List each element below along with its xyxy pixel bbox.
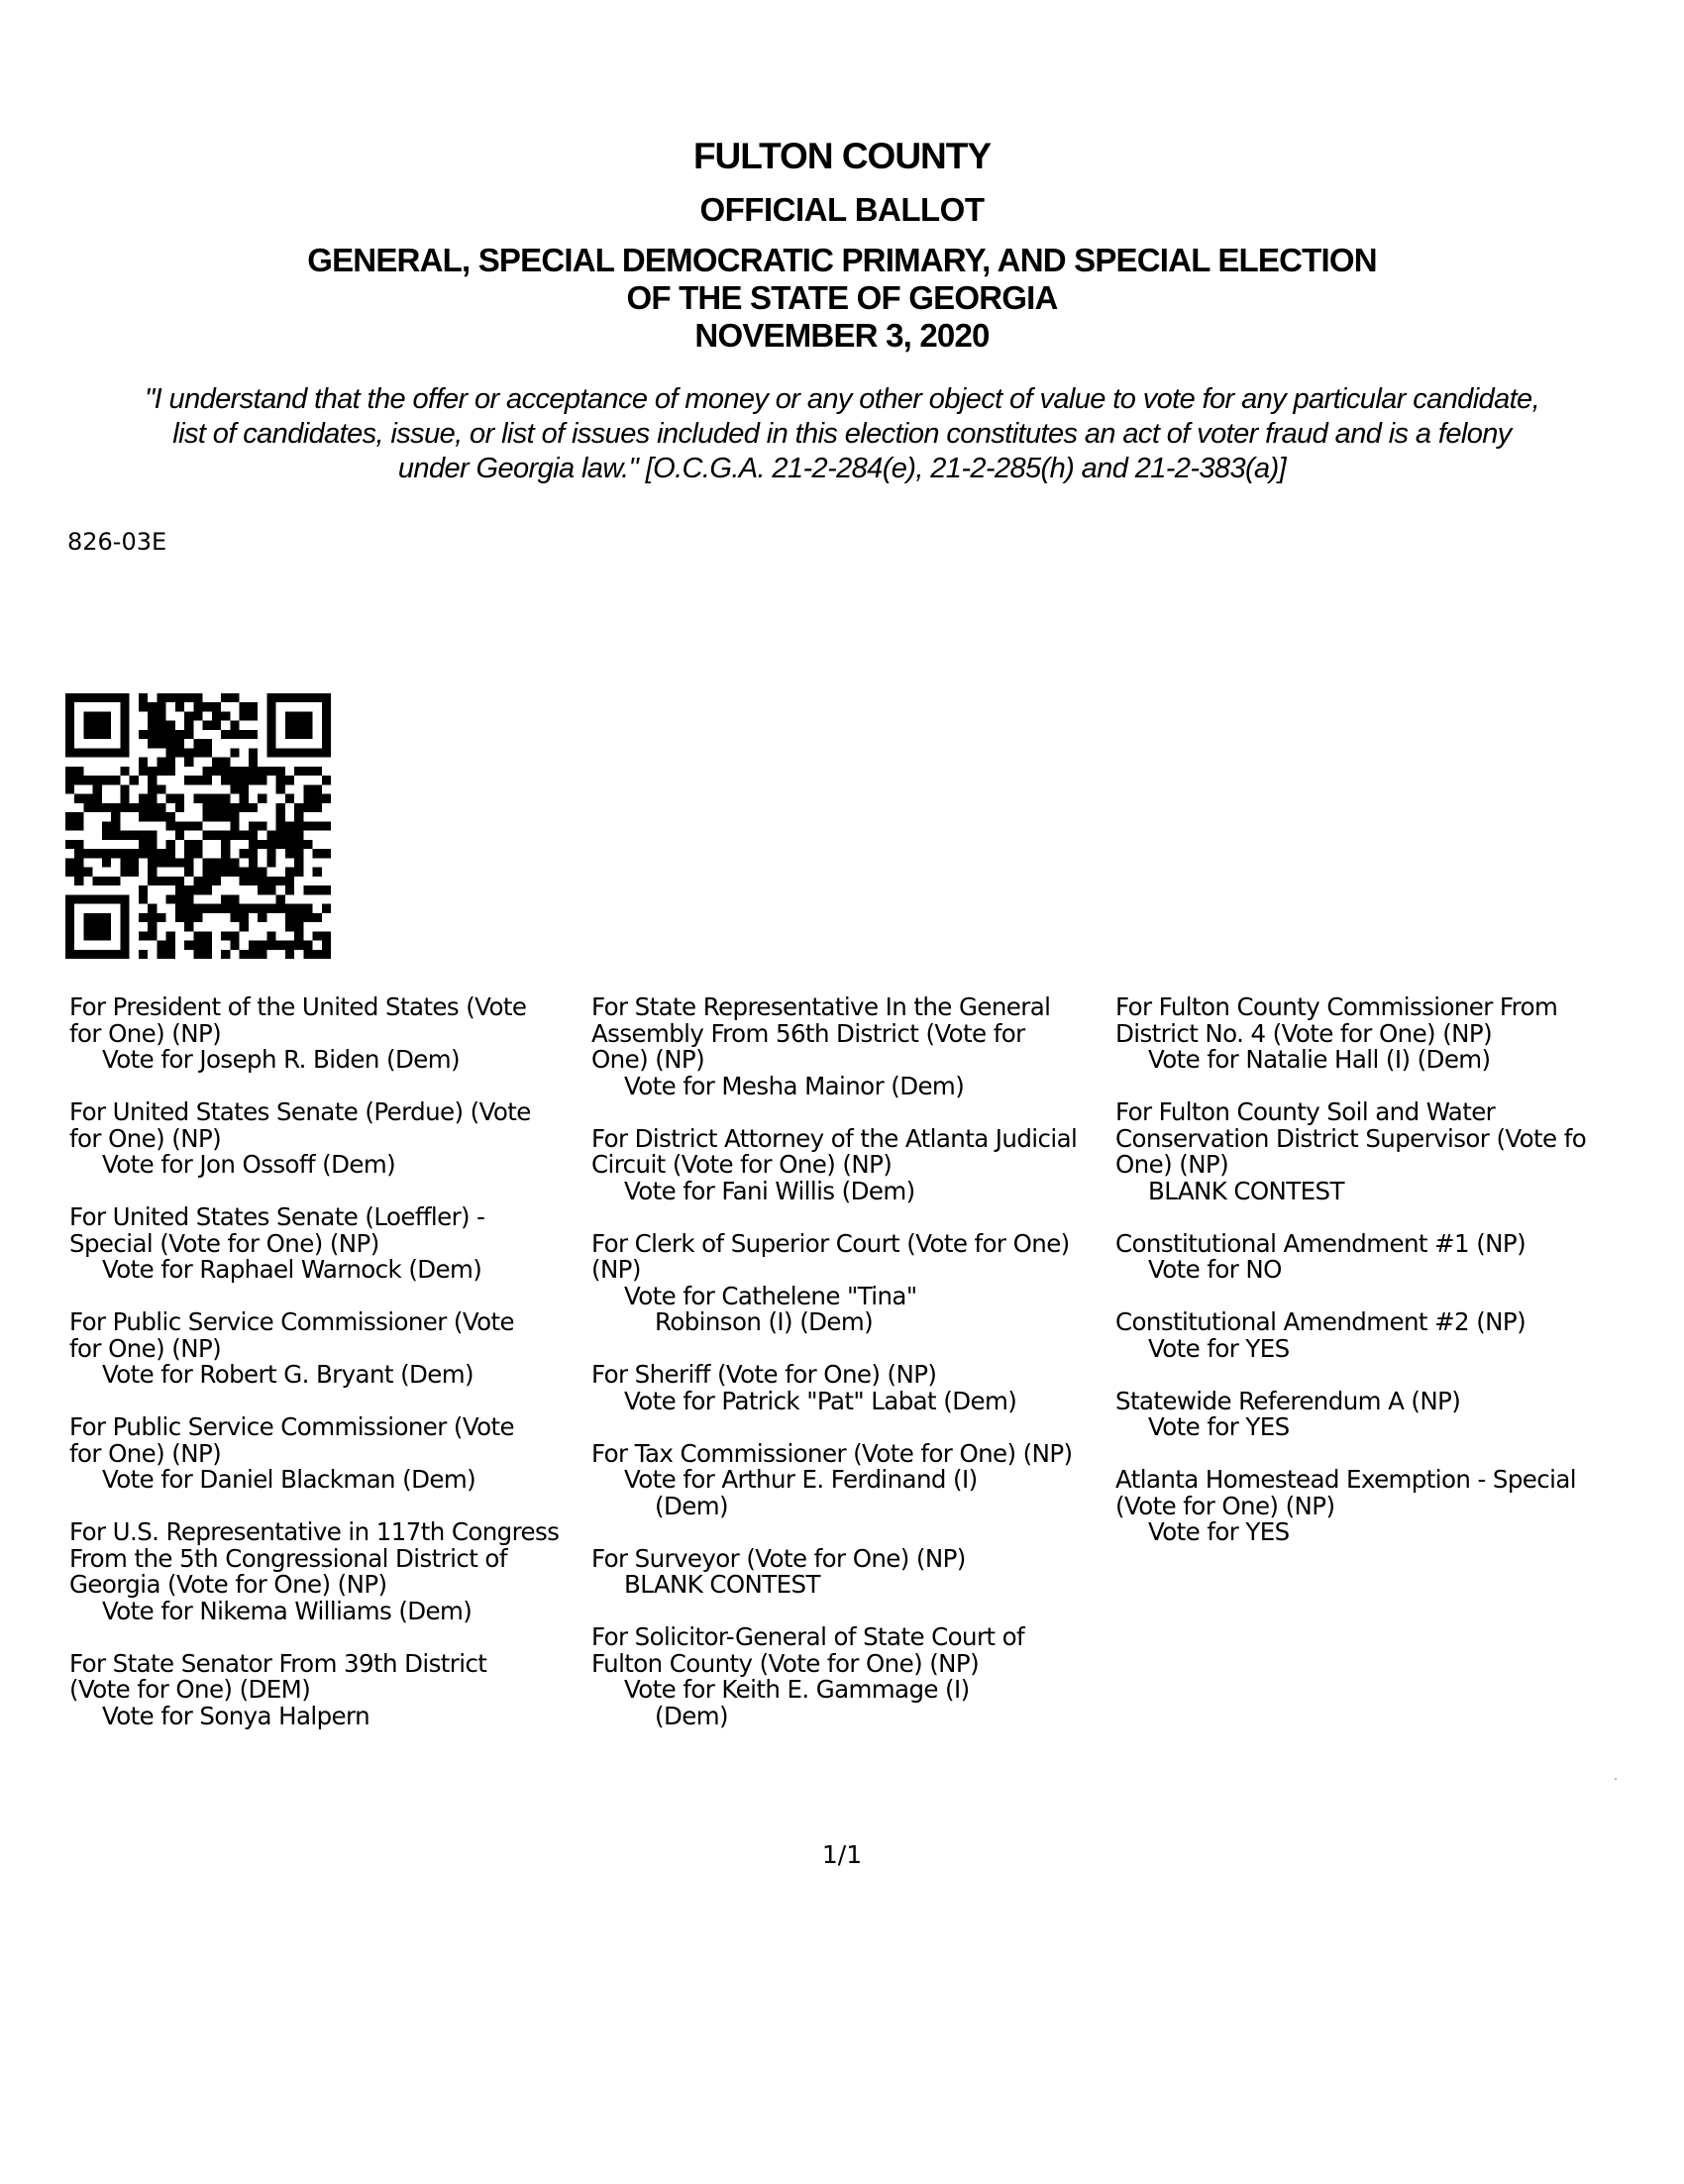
contest-title-line: (Vote for One) (NP) <box>1115 1491 1335 1520</box>
voter-fraud-warning <box>59 382 1625 486</box>
contest-selection: Vote for YES <box>1148 1333 1290 1363</box>
contest-selection: Vote for Mesha Mainor (Dem) <box>624 1071 965 1100</box>
warning-line-2: list of candidates, issue, or list of issues included in this election constitutes an act of voter fraud and is a felony <box>172 418 1512 450</box>
contest-selection: Vote for Arthur E. Ferdinand (I) <box>624 1465 978 1494</box>
contest-title-line: (Vote for One) (DEM) <box>69 1675 311 1704</box>
contest-selection: (Dem) <box>655 1701 728 1730</box>
contest-title-line: Georgia (Vote for One) (NP) <box>69 1570 387 1599</box>
contest-selection: Vote for Patrick "Pat" Labat (Dem) <box>624 1386 1017 1415</box>
contest-title-line: for One) (NP) <box>69 1333 222 1363</box>
contest-block <box>591 1228 1111 1336</box>
contest-title-line: Constitutional Amendment #2 (NP) <box>1115 1307 1526 1336</box>
contest-title-line: For District Attorney of the Atlanta Judicial <box>591 1123 1078 1153</box>
contest-title-line: For Public Service Commissioner (Vote <box>69 1307 515 1336</box>
contest-block <box>69 1414 584 1494</box>
contest-selection: Vote for Natalie Hall (I) (Dem) <box>1148 1045 1491 1074</box>
contest-block <box>591 1123 1111 1205</box>
contest-title-line: Special (Vote for One) (NP) <box>69 1228 379 1258</box>
contest-block <box>591 1362 1111 1414</box>
contest-block <box>591 1624 1111 1729</box>
contest-selection: Vote for NO <box>1148 1255 1282 1284</box>
contest-block <box>69 1204 584 1284</box>
contest-selection: Vote for Raphael Warnock (Dem) <box>102 1255 482 1284</box>
ballot-header <box>0 135 1684 355</box>
scan-speck <box>1615 1778 1617 1780</box>
contest-selection: Vote for Sonya Halpern <box>102 1701 369 1730</box>
election-date: NOVEMBER 3, 2020 <box>694 317 990 354</box>
contest-selection: Vote for Robert G. Bryant (Dem) <box>102 1360 474 1389</box>
contest-block <box>69 994 584 1074</box>
contest-block <box>1115 1386 1631 1441</box>
contest-block <box>1115 994 1631 1074</box>
contest-title-line: For President of the United States (Vote <box>69 992 527 1021</box>
contest-block <box>69 1648 584 1730</box>
contest-title-line: For Public Service Commissioner (Vote <box>69 1412 515 1441</box>
contest-title-line: One) (NP) <box>591 1045 705 1074</box>
contest-title-line: For United States Senate (Perdue) (Vote <box>69 1097 531 1126</box>
contest-selection: BLANK CONTEST <box>624 1570 820 1599</box>
contest-title-line: For Sheriff (Vote for One) (NP) <box>591 1360 937 1389</box>
contest-selection: Vote for Cathelene "Tina" <box>624 1281 917 1310</box>
contest-column-3 <box>1115 994 1631 1572</box>
contest-selection: Robinson (I) (Dem) <box>655 1307 874 1336</box>
election-title-line-1: GENERAL, SPECIAL DEMOCRATIC PRIMARY, AND SPECIAL ELECTION <box>307 242 1377 278</box>
contest-selection: BLANK CONTEST <box>1148 1176 1344 1205</box>
contest-title-line: Constitutional Amendment #1 (NP) <box>1115 1228 1526 1258</box>
contest-title-line: For Solicitor-General of State Court of <box>591 1622 1025 1651</box>
warning-line-3: under Georgia law." [O.C.G.A. 21-2-284(e), 21-2-285(h) and 21-2-383(a)] <box>397 453 1287 484</box>
contest-selection: Vote for Daniel Blackman (Dem) <box>102 1465 476 1494</box>
contest-block <box>1115 1099 1631 1204</box>
contest-title-line: Circuit (Vote for One) (NP) <box>591 1150 893 1179</box>
contest-block <box>591 1438 1111 1520</box>
contest-title-line: Assembly From 56th District (Vote for <box>591 1018 1025 1048</box>
contest-selection: Vote for Fani Willis (Dem) <box>624 1176 915 1205</box>
contest-title-line: (NP) <box>591 1255 641 1284</box>
contest-title-line: For Surveyor (Vote for One) (NP) <box>591 1543 966 1573</box>
contest-block <box>1115 1309 1631 1362</box>
contest-title-line: From the 5th Congressional District of <box>69 1543 507 1573</box>
contest-column-2 <box>591 994 1111 1756</box>
qr-code-icon <box>65 693 331 959</box>
contest-title-line: for One) (NP) <box>69 1438 222 1468</box>
contest-title-line: For Tax Commissioner (Vote for One) (NP) <box>591 1438 1073 1468</box>
contest-block <box>69 1099 584 1179</box>
ballot-type-title: OFFICIAL BALLOT <box>699 191 985 228</box>
contest-title-line: Atlanta Homestead Exemption - Special <box>1115 1465 1576 1494</box>
election-title-line-2: OF THE STATE OF GEORGIA <box>626 279 1058 316</box>
contest-block <box>1115 1228 1631 1284</box>
contest-block <box>69 1309 584 1389</box>
contest-column-1 <box>69 994 584 1756</box>
contest-selection: (Dem) <box>655 1491 728 1520</box>
contest-title-line: For State Representative In the General <box>591 992 1051 1021</box>
contest-title-line: For United States Senate (Loeffler) - <box>69 1202 485 1231</box>
contest-selection: Vote for YES <box>1148 1517 1290 1546</box>
contest-title-line: for One) (NP) <box>69 1123 222 1153</box>
contest-selection: Vote for Joseph R. Biden (Dem) <box>102 1045 460 1074</box>
contest-block <box>69 1519 584 1624</box>
contest-block <box>1115 1467 1631 1546</box>
contest-selection: Vote for Keith E. Gammage (I) <box>624 1675 970 1704</box>
contest-title-line: For U.S. Representative in 117th Congress <box>69 1517 560 1546</box>
contest-block <box>591 1543 1111 1599</box>
page-number: 1/1 <box>821 1840 863 1869</box>
county-title: FULTON COUNTY <box>692 136 992 176</box>
contest-title-line: Conservation District Supervisor (Vote fo <box>1115 1123 1587 1153</box>
contest-block <box>591 994 1111 1099</box>
contest-title-line: For Clerk of Superior Court (Vote for One) <box>591 1228 1070 1258</box>
election-title <box>0 242 1684 355</box>
contest-title-line: Fulton County (Vote for One) (NP) <box>591 1648 980 1678</box>
ballot-style-id: 826-03E <box>67 528 167 556</box>
contest-selection: Vote for Jon Ossoff (Dem) <box>102 1150 396 1179</box>
contest-selection: Vote for YES <box>1148 1412 1290 1441</box>
contest-title-line: For Fulton County Soil and Water <box>1115 1097 1496 1126</box>
contest-title-line: for One) (NP) <box>69 1018 222 1048</box>
contest-title-line: One) (NP) <box>1115 1150 1229 1179</box>
warning-line-1: "I understand that the offer or acceptance of money or any other object of value to vote for any particular candidate, <box>144 383 1540 415</box>
contest-title-line: For Fulton County Commissioner From <box>1115 992 1558 1021</box>
contest-title-line: For State Senator From 39th District <box>69 1648 487 1678</box>
contest-title-line: District No. 4 (Vote for One) (NP) <box>1115 1018 1493 1048</box>
contest-selection: Vote for Nikema Williams (Dem) <box>102 1596 473 1625</box>
contest-title-line: Statewide Referendum A (NP) <box>1115 1386 1461 1415</box>
